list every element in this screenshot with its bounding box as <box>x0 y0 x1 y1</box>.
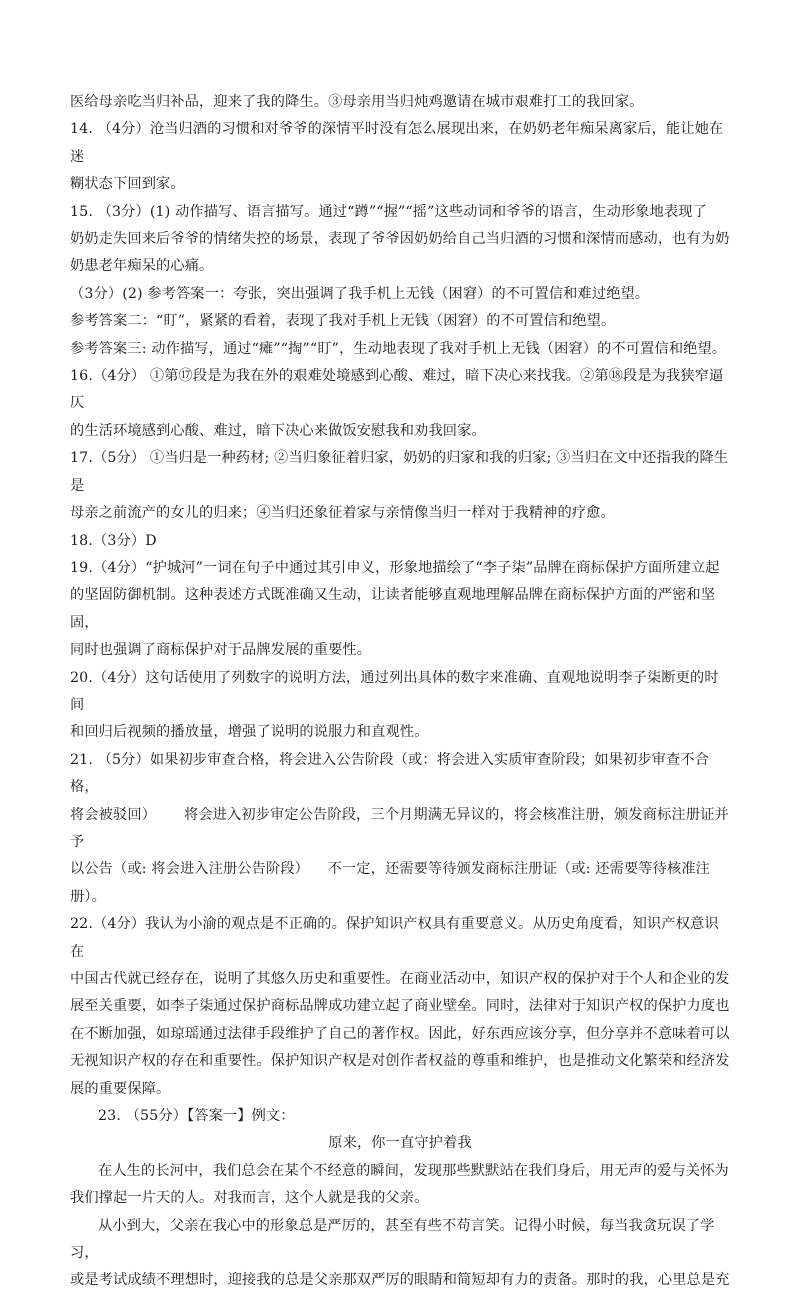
text-line: 参考答案三: 动作描写，通过“瘫”“掏”“盯”，生动地表现了我对手机上无钱（困窘）的不可置信和绝望。 <box>70 340 727 357</box>
text-line: 奶患老年痴呆的心痛。 <box>70 258 214 275</box>
text-line: 奶奶走失回来后爷爷的情绪失控的场景，表现了爷爷因奶奶给自己当归酒的习惯和深情而感动，也有为奶 <box>70 231 730 248</box>
answer-21: 21. （5分）如果初步审查合格，将会进入公告阶段（或：将会进入实质审查阶段；如果初步审查不合格， <box>70 751 710 796</box>
answer-15: 15. （3分）(1) 动作描写、语言描写。通过“蹲”“握”“摇”这些动词和爷爷的语言，生动形象地表现了 <box>70 203 707 220</box>
answer-20: 20.（4分）这句话使用了列数字的说明方法，通过列出具体的数字来准确、直观地说明李子柒断更的时间 <box>70 669 719 713</box>
answer-22: 22.（4分）我认为小渝的观点是不正确的。保护知识产权具有重要意义。从历史角度看，知识产权意识在 <box>70 916 719 960</box>
answer-23-heading: 23. （55分）【答案一】例文： <box>98 1108 295 1125</box>
text-line: 中国古代就已经存在，说明了其悠久历史和重要性。在商业活动中，知识产权的保护对于个人和企业的发 <box>70 971 730 987</box>
text-line: 在不断加强，如琼瑶通过法律手段维护了自己的著作权。因此，好东西应该分享，但分享并不意味着可以 <box>70 1025 730 1042</box>
answer-19: 19.（4分）“护城河”一词在句子中通过其引申义，形象地描绘了“李子柒”品牌在商标保护方面所建立起 <box>70 559 720 576</box>
text-line: 的坚固防御机制。这种表述方式既准确又生动，让读者能够直观地理解品牌在商标保护方面的严密和坚固， <box>70 587 716 631</box>
text-line: 展的重要保障。 <box>70 1080 171 1097</box>
text-line: 母亲之前流产的女儿的归来；④当归还象征着家与亲情像当归一样对于我精神的疗愈。 <box>70 505 615 522</box>
text-line: 展至关重要，如李子柒通过保护商标品牌成功建立起了商业壁垒。同时，法律对于知识产权的保护力度也 <box>70 998 730 1015</box>
text-line: 参考答案二：“盯”，紧紧的看着，表现了我对手机上无钱（困窘）的不可置信和绝望。 <box>70 313 616 330</box>
essay-paragraph: 从小到大，父亲在我心中的形象总是严厉的，甚至有些不苟言笑。记得小时候，每当我贪玩误了学习， <box>70 1217 715 1262</box>
answer-15-2: （3分）(2) 参考答案一：夸张，突出强调了我手机上无钱（困窘）的不可置信和难过绝望。 <box>70 285 650 302</box>
essay-title: 原来，你一直守护着我 <box>328 1135 472 1152</box>
text-line: 无视知识产权的存在和重要性。保护知识产权是对创作者权益的尊重和维护，也是推动文化繁荣和经济发 <box>70 1053 730 1070</box>
text-line: 医给母亲吃当归补品，迎来了我的降生。③母亲用当归炖鸡邀请在城市艰难打工的我回家。 <box>70 94 644 110</box>
text-line: 以公告（或: 将会进入注册公告阶段） 不一定，还需要等待颁发商标注册证（或: 还需要等待核准注册）。 <box>70 861 710 905</box>
text-line: 的生活环境感到心酸、难过，暗下决心来做饭安慰我和劝我回家。 <box>70 422 486 439</box>
answer-18: 18.（3分）D <box>70 532 157 549</box>
answer-16: 16.（4分） ①第⑰段是为我在外的艰难处境感到心酸、难过，暗下决心来找我。②第⑱段是为我狭窄逼仄 <box>70 368 724 412</box>
text-line: 我们撑起一片天的人。对我而言，这个人就是我的父亲。 <box>70 1190 429 1207</box>
answer-key-text <box>70 89 730 1295</box>
text-line: 和回归后视频的播放量，增强了说明的说服力和直观性。 <box>70 724 429 741</box>
answer-17: 17.（5分） ①当归是一种药材; ②当归象征着归家，奶奶的归家和我的归家; ③当归在文中还指我的降生是 <box>70 450 729 494</box>
text-line: 糊状态下回到家。 <box>70 176 185 193</box>
text-line: 同时也强调了商标保护对于品牌发展的重要性。 <box>70 642 372 659</box>
text-line: 或是考试成绩不理想时，迎接我的总是父亲那双严厉的眼睛和简短却有力的责备。那时的我，心里总是充 <box>70 1272 730 1289</box>
text-line: 将会被驳回） 将会进入初步审定公告阶段，三个月期满无异议的，将会核准注册，颁发商标注册证并予 <box>70 806 729 850</box>
answer-14: 14. （4分）沧当归酒的习惯和对爷爷的深情平时没有怎么展现出来，在奶奶老年痴呆离家后，能让她在迷 <box>70 121 724 165</box>
essay-paragraph: 在人生的长河中，我们总会在某个不经意的瞬间，发现那些默默站在我们身后，用无声的爱与关怀为 <box>98 1162 729 1179</box>
